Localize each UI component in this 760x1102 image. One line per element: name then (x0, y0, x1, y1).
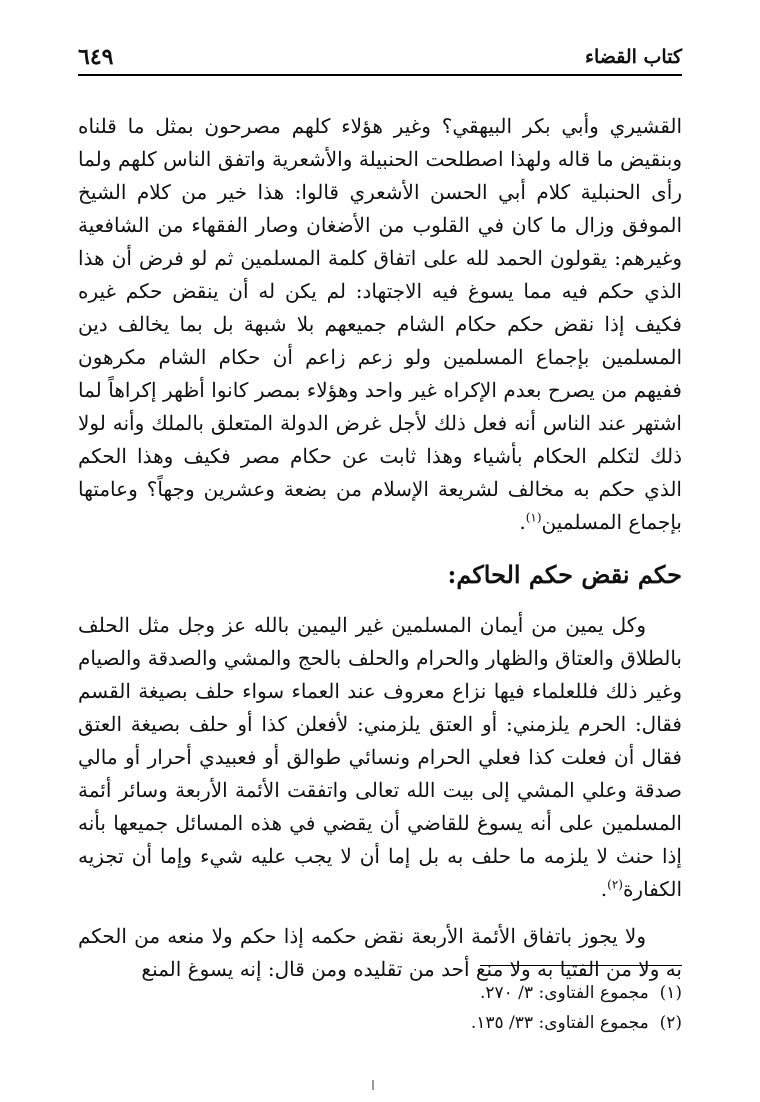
paragraph-1-end: . (519, 510, 526, 534)
paragraph-2-text: وكل يمين من أيمان المسلمين غير اليمين بالله عز وجل مثل الحلف بالطلاق والعتاق والظهار والحرام والحلف بالحج والمشي والصدقة والصيام وغير ذلك فللعلماء فيها نزاع معروف عند العماء سواء حلف بصيغة القسم فقال: الحرم يلزمني: أو العتق يلزمني: لأفعلن كذا أو حلف بصيغة العتق فقال أن فعلت كذا فعلي الحرام ونسائي طوالق أو فعبيدي أحرار أو مالي صدقة وعلي المشي إلى بيت الله تعالى واتفقت الأئمة الأربعة وسائر أئمة المسلمين على أنه يسوغ للقاضي أن يقضي في هذه المسائل جميعها بأنه إذا حنث لا يلزمه ما حلف به بل إما أن لا يجب عليه شيء وإما أن تجزيه الكفارة (78, 613, 682, 901)
paragraph-1 (78, 110, 682, 539)
paragraph-1-text: القشيري وأبي بكر البيهقي؟ وغير هؤلاء كلهم مصرحون بمثل ما قلناه وبنقيض ما قاله ولهذا اصطلحت الحنبيلة والأشعرية واتفق الناس كلهم ولما رأى الحنبلية كلام أبي الحسن الأشعري قالوا: هذا خير من كلام الشيخ الموفق وزال ما كان في القلوب من الأضغان وصار الفقهاء من الشافعية وغيرهم: يقولون الحمد لله على اتفاق كلمة المسلمين ثم لو فرض أن هذا الذي حكم فيه مما يسوغ فيه الاجتهاد: لم يكن له أن ينقض حكم غيره فكيف إذا نقض حكم حكام الشام جميعهم بلا شبهة بل بما يخالف دين المسلمين بإجماع المسلمين ولو زعم زاعم أن حكام الشام مكرهون ففيهم من يصرح بعدم الإكراه غير واحد وهؤلاء بمصر كانوا أظهر إكراهاً لما اشتهر عند الناس أنه فعل ذلك لأجل غرض الدولة المتعلق بالملك وأنه لولا ذلك لتكلم الحكام بأشياء وهذا ثابت عن حكام مصر فكيف وهذا الحكم الذي حكم به مخالف لشريعة الإسلام من بضعة وعشرين وجهاً؟ وعامتها بإجماع المسلمين (78, 114, 683, 534)
paragraph-2-end: . (600, 877, 608, 901)
footnote-ref-2: (٢) (607, 877, 623, 892)
footnote-2 (78, 1008, 682, 1038)
paragraph-3 (78, 920, 682, 986)
footnote-1 (78, 978, 682, 1008)
footnote-ref-1: (١) (525, 510, 542, 525)
main-text (78, 110, 682, 986)
paragraph-3-text: ولا يجوز باتفاق الأئمة الأربعة نقض حكمه إذا حكم ولا منعه من الحكم به ولا من الفتيا به ولا منع أحد من تقليده ومن قال: إنه يسوغ المنع (78, 924, 682, 981)
footnote-2-text: مجموع الفتاوى: ٣٣/ ١٣٥. (470, 1013, 649, 1033)
footnote-1-text: مجموع الفتاوى: ٣/ ٢٧٠. (479, 983, 649, 1003)
book-title: كتاب القضاء (585, 46, 682, 68)
page-bottom-mark (372, 1080, 374, 1090)
footnote-divider (480, 965, 682, 966)
footnote-1-marker: (١) (659, 983, 682, 1003)
section-heading: حكم نقض حكم الحاكم: (447, 560, 682, 589)
footnotes (78, 978, 682, 1038)
paragraph-2 (78, 609, 682, 906)
page-header (78, 40, 682, 76)
footnote-2-marker: (٢) (659, 1013, 682, 1033)
page-number: ٦٤٩ (78, 44, 114, 70)
